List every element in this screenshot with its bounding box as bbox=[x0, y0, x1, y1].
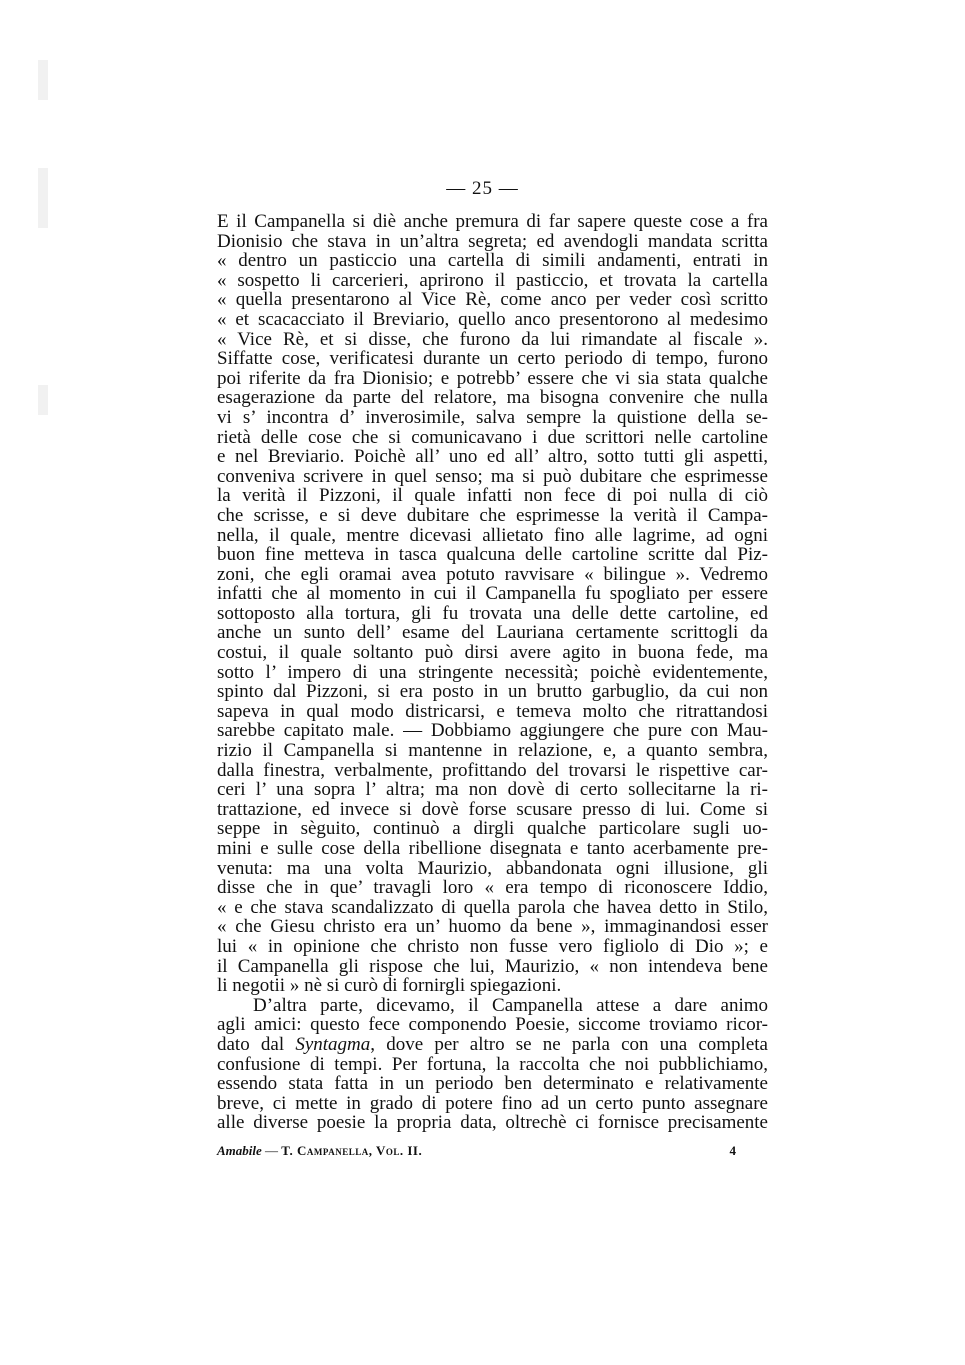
text-line: esagerazione da parte del relatore, ma bisogna convenire che nulla bbox=[217, 387, 768, 409]
text-line: alle diverse poesie la propria data, oltrechè ci fornisce precisamente bbox=[217, 1112, 768, 1134]
footer-author: Amabile bbox=[217, 1143, 262, 1158]
text-line bbox=[217, 1035, 768, 1055]
text-line: D’altra parte, dicevamo, il Campanella attese a dare animo bbox=[253, 994, 768, 1016]
text-line: « quella presentarono al Vice Rè, come anco per veder così scritto bbox=[217, 289, 768, 311]
text-line: conveniva scrivere in quel senso; ma si può dubitare che esprimesse bbox=[217, 465, 768, 487]
text-line: lui « in opinione che christo non fusse vero figliolo di Dio »; e bbox=[217, 935, 768, 957]
text-line: seppe in sèguito, continuò a dirgli qualche particolare sugli uo- bbox=[217, 818, 768, 840]
text-line: li negotii » nè si curò di fornirgli spiegazioni. bbox=[217, 975, 562, 997]
text-line: vi s’ incontra d’ inverosimile, salva sempre la quistione della se- bbox=[217, 406, 768, 428]
text-line: E il Campanella si diè anche premura di far sapere queste cose a fra bbox=[217, 211, 768, 232]
text-line: infatti che al momento in cui il Campanella fu spogliato per essere bbox=[217, 583, 768, 605]
text-line: il Campanella gli rispose che lui, Maurizio, « non intendeva bene bbox=[217, 955, 768, 977]
page-number: — 25 — bbox=[446, 178, 519, 199]
text-line: Dionisio che stava in un’altra segreta; ed avendogli mandata scritta bbox=[217, 230, 768, 252]
text-line: breve, ci mette in grado di potere fino ad un certo punto assegnare bbox=[217, 1092, 768, 1114]
text-line: mini e sulle cose della ribellione disegnata e tanto acerbamente pre- bbox=[217, 838, 768, 859]
text-line: poi riferite da fra Dionisio; e potrebb’ essere che vi sia stata qualche bbox=[217, 367, 768, 389]
text-run: dato dal bbox=[217, 1033, 296, 1055]
text-line: « e che stava scandalizzato di quella parola che havea detto in Stilo, bbox=[217, 896, 768, 918]
scan-mark bbox=[38, 60, 48, 100]
body-text bbox=[217, 212, 768, 1133]
text-line: zoni, che egli oramai avea potuto ravvisare « bilingue ». Vedremo bbox=[217, 563, 768, 585]
scan-mark bbox=[38, 385, 48, 415]
text-line: confusione di tempi. Per fortuna, la raccolta che noi pubblichiamo, bbox=[217, 1053, 768, 1075]
text-line: essendo stata fatta in un periodo ben determinato e relativamente bbox=[217, 1073, 768, 1095]
text-line: nella, il quale, mentre dicevasi allietato fino alle lagrime, ad ogni bbox=[217, 524, 768, 546]
text-line: Siffatte cose, verificatesi durante un certo periodo di tempo, furono bbox=[217, 348, 768, 370]
text-line: rizio il Campanella si mantenne in relazione, e, a quanto sembra, bbox=[217, 740, 768, 762]
text-line: disse che in que’ travagli loro « era tempo di riconoscere Iddio, bbox=[217, 877, 768, 899]
text-line: agli amici: questo fece componendo Poesie, siccome troviamo ricor- bbox=[217, 1014, 768, 1036]
running-footer bbox=[217, 1141, 422, 1161]
text-line: ceri l’ una sopra l’ altra; ma non dovè di certo sollecitarne la ri- bbox=[217, 779, 768, 801]
text-line: « che Giesu christo era un’ huomo da bene », immaginandosi esser bbox=[217, 916, 768, 938]
italic-title: Syntagma bbox=[295, 1033, 371, 1055]
text-line: « dentro un pasticcio una cartella di simili andamenti, entrati in bbox=[217, 250, 768, 272]
text-line: « sospetto li carcerieri, aprirono il pasticcio, et trovata la cartella bbox=[217, 269, 768, 291]
text-line: « et scacacciato il Breviario, quello anco presentorono al medesimo bbox=[217, 308, 768, 330]
text-line: sarebbe capitato male. — Dobbiamo aggiungere che pure con Mau- bbox=[217, 720, 768, 742]
text-line: trattazione, ed invece si dovè forse scusare presso di lui. Come si bbox=[217, 798, 768, 820]
text-line: che scrisse, e si deve dubitare che esprimesse la verità il Campa- bbox=[217, 504, 768, 526]
text-line: « Vice Rè, et si disse, che furono da lui rimandate al fiscale ». bbox=[217, 328, 768, 350]
text-line: rietà delle cose che si comunicavano i due scrittori nelle cartoline bbox=[217, 426, 768, 448]
text-line: sapeva in qual modo districarsi, e temeva molto che ritrattandosi bbox=[217, 700, 768, 722]
text-line: buon fine metteva in tasca qualcuna delle cartoline scritte dal Piz- bbox=[217, 544, 768, 566]
footer-title: T. Campanella, Vol. II. bbox=[281, 1143, 423, 1158]
text-line: anche un sunto dell’ esame del Lauriana certamente scrittogli da bbox=[217, 622, 768, 644]
footer-separator: — bbox=[261, 1143, 282, 1158]
text-line: la verità il Pizzoni, il quale infatti non fece di poi nulla di ciò bbox=[217, 485, 768, 507]
text-line: sottoposto alla tortura, gli fu trovata una delle dette cartoline, ed bbox=[217, 602, 768, 624]
text-line: e nel Breviario. Poichè all’ uno ed all’ altro, sotto tutti gli aspetti, bbox=[217, 446, 768, 468]
text-line: costui, il quale soltanto può dirsi avere agito in buona fede, ma bbox=[217, 642, 768, 664]
text-run: , dove per altro se ne parla con una completa bbox=[370, 1033, 768, 1055]
signature-mark: 4 bbox=[729, 1143, 736, 1158]
text-line: venuta: ma una volta Maurizio, abbandonata ogni illusione, gli bbox=[217, 857, 768, 879]
text-line: sotto l’ impero di una stringente necessità; poichè evidentemente, bbox=[217, 661, 768, 683]
text-line: dalla finestra, verbalmente, profittando del trovarsi le rispettive car- bbox=[217, 759, 768, 781]
text-line: spinto dal Pizzoni, si era posto in un brutto garbuglio, da cui non bbox=[217, 681, 768, 703]
page-footer bbox=[217, 1141, 768, 1161]
